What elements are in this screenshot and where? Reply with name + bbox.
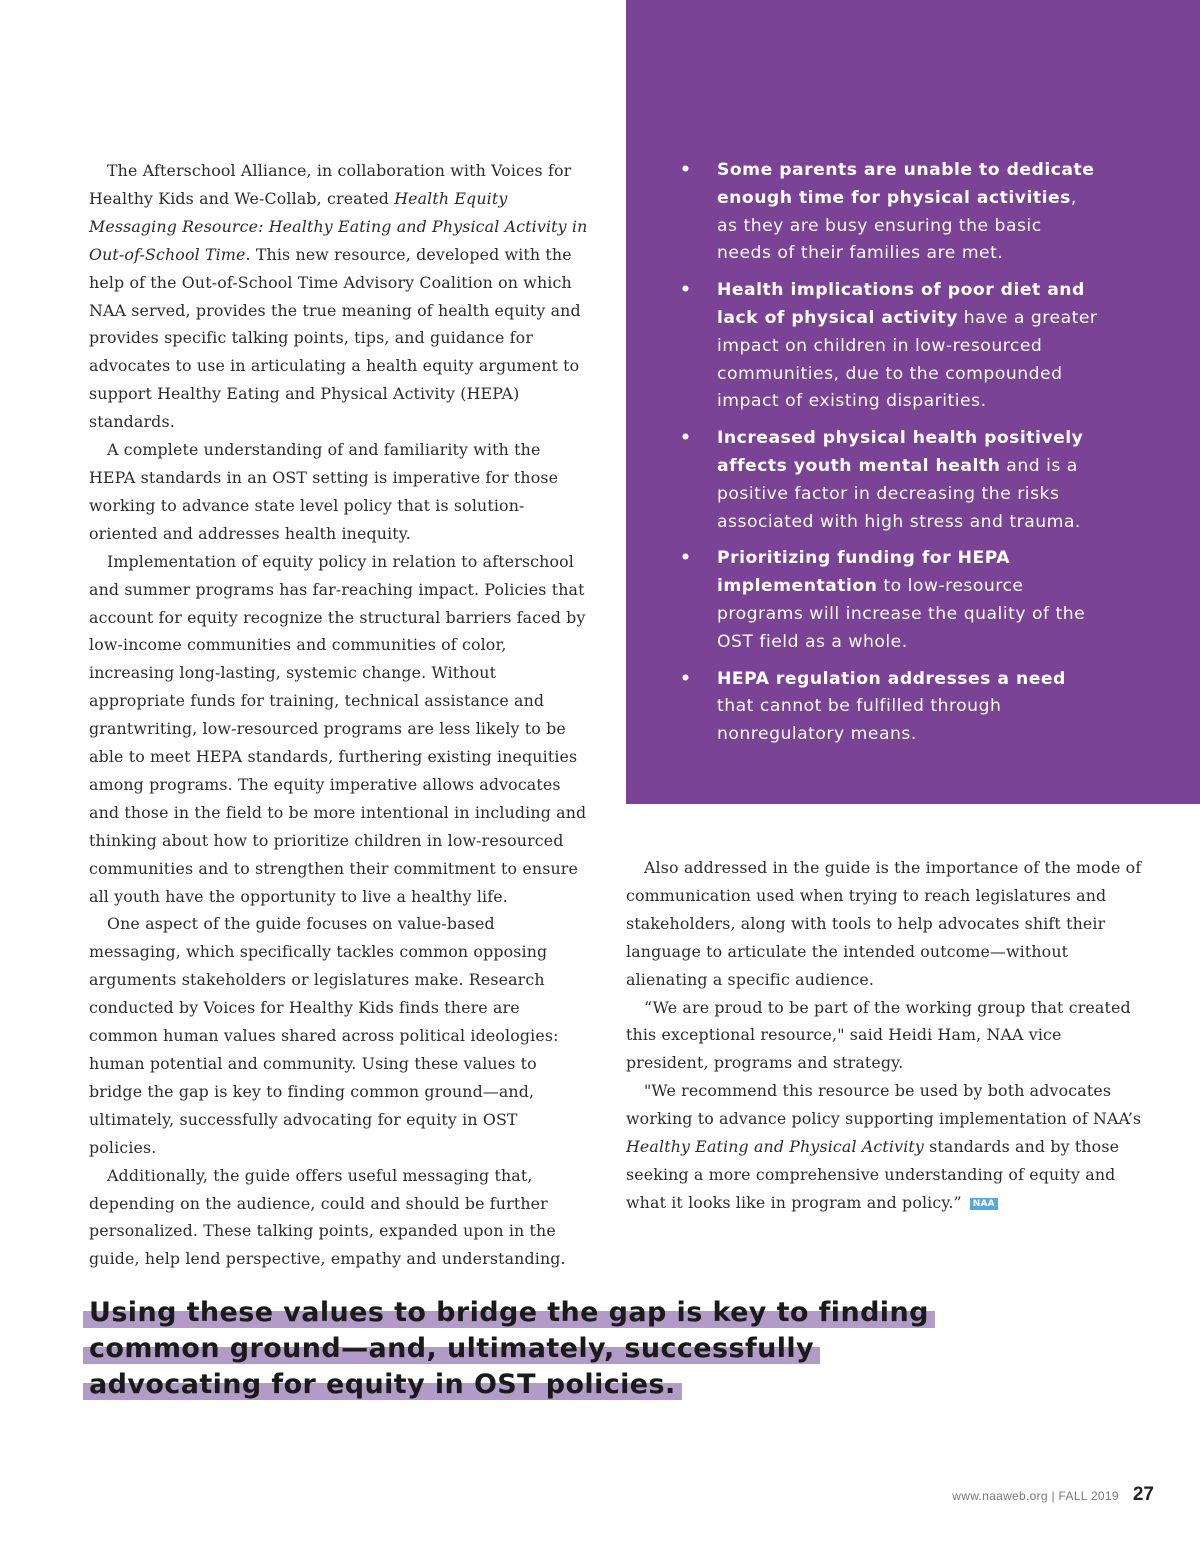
bullet-dot-icon: • (680, 548, 692, 569)
pull-quote (83, 1295, 983, 1403)
bullet-bold-text: Prioritizing funding for HEPA implementation (717, 548, 1011, 597)
bullet-bold-text: Health implications of poor diet and lack of physical activity (717, 280, 1085, 328)
body-paragraph: Implementation of equity policy in relation to afterschool and summer programs has far-reaching impact. Policies that account for equity recognize the structural barriers faced by low-income communities and communities of color, increasing long-lasting, systemic change. Without appropriate funds for training, technical assistance and grantwriting, low-resourced programs are less likely to be able to meet HEPA standards, furthering existing inequities among programs. The equity imperative allows advocates and those in the field to be more intentional in including and thinking about how to prioritize children in low-resourced communities and to strengthen their commitment to ensure all youth have the opportunity to live a healthy life. (89, 551, 587, 906)
standards-title: Healthy Eating and Physical Activity (626, 1137, 924, 1157)
pull-quote-line: Using these values to bridge the gap is key to finding (83, 1297, 935, 1328)
body-paragraph: A complete understanding of and familiarity with the HEPA standards in an OST setting is imperative for those working to advance state level policy that is solution-oriented and addresses health inequity. (89, 440, 559, 543)
right-column (626, 854, 1146, 1217)
bullet-text: that cannot be fulfilled through nonregulatory means. (717, 696, 1002, 745)
pull-quote-line: advocating for equity in OST policies. (83, 1369, 682, 1400)
body-text: The Afterschool Alliance, in collaboration with Voices for Healthy Kids and We-Collab, created (89, 161, 572, 208)
page-number: 27 (1132, 1484, 1154, 1505)
bullet-bold-text: Some parents are unable to dedicate enough time for physical activities (717, 160, 1095, 208)
sidebar-bullet (680, 277, 1100, 416)
bullet-dot-icon: • (680, 428, 692, 449)
sidebar-bullet (680, 425, 1100, 536)
bullet-bold-text: Increased physical health positively affects youth mental health (717, 428, 1084, 476)
resource-title: Health Equity Messaging Resource: Healthy Eating and Physical Activity in Out-of-School Time (89, 188, 588, 264)
naa-end-mark-icon: NAA (970, 1198, 998, 1210)
body-text: "We recommend this resource be used by both advocates working to advance policy supporting implementation of NAA’s (626, 1081, 1142, 1129)
sidebar-bullet (680, 157, 1100, 268)
body-paragraph (89, 157, 589, 436)
sidebar-bullet (680, 545, 1100, 656)
pull-quote-line: common ground—and, ultimately, successfully (83, 1333, 820, 1364)
body-paragraph (626, 1077, 1146, 1217)
body-paragraph: Additionally, the guide offers useful messaging that, depending on the audience, could and should be further personalized. These talking points, expanded upon in the guide, help lend perspective, empathy and understanding. (89, 1165, 566, 1269)
body-paragraph: One aspect of the guide focuses on value-based messaging, which specifically tackles common opposing arguments stakeholders or legislatures make. Research conducted by Voices for Healthy Kids finds there are common human values shared across political ideologies: human potential and community. Using these values to bridge the gap is key to finding common ground—and, ultimately, successfully advocating for equity in OST policies. (89, 914, 559, 1157)
bullet-dot-icon: • (680, 280, 692, 301)
bullet-text: , as they are busy ensuring the basic needs of their families are met. (717, 187, 1077, 264)
sidebar-bullet (680, 666, 1100, 749)
body-paragraph: “We are proud to be part of the working group that created this exceptional resource," said Heidi Ham, NAA vice president, programs and strategy. (626, 997, 1131, 1073)
left-column (89, 157, 589, 1273)
bullet-text: and is a positive factor in decreasing the risks associated with high stress and trauma. (717, 455, 1081, 532)
bullet-dot-icon: • (680, 160, 692, 180)
sidebar-bullet-list (680, 157, 1100, 758)
footer-site: www.naaweb.org | FALL 2019 (952, 1489, 1119, 1503)
bullet-bold-text: HEPA regulation addresses a need (717, 668, 1066, 689)
page-footer (952, 1484, 1154, 1506)
bullet-text: have a greater impact on children in low-resourced communities, due to the compounded impact of existing disparities. (717, 307, 1098, 412)
bullet-dot-icon: • (680, 668, 692, 689)
bullet-text: to low-resource programs will increase the quality of the OST field as a whole. (717, 576, 1086, 652)
body-text: . This new resource, developed with the help of the Out-of-School Time Advisory Coalition on which NAA served, provides the true meaning of health equity and provides specific talking points, tips, and guidance for advocates to use in articulating a health equity argument to support Healthy Eating and Physical Activity (HEPA) standards. (89, 244, 581, 432)
body-paragraph: Also addressed in the guide is the importance of the mode of communication used when trying to reach legislatures and stakeholders, along with tools to help advocates shift their language to articulate the intended outcome—without alienating a specific audience. (626, 858, 1142, 989)
body-text: standards and by those seeking a more comprehensive understanding of equity and what it looks like in program and policy.” (626, 1137, 1120, 1212)
